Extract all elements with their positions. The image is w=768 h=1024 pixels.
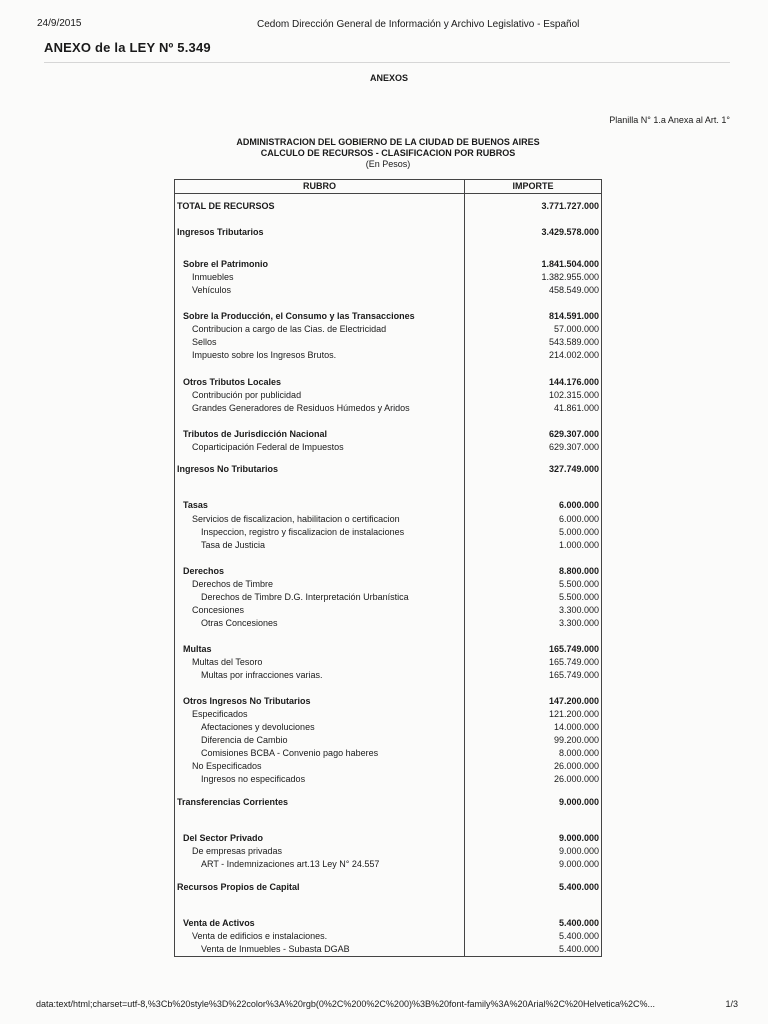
table-row [175, 323, 600, 336]
table-row [175, 463, 600, 476]
row-label: Otros Ingresos No Tributarios [183, 696, 311, 706]
row-amount: 14.000.000 [553, 722, 599, 732]
table-row [175, 734, 600, 747]
row-label: Transferencias Corrientes [177, 797, 289, 807]
table-row [175, 643, 600, 656]
row-label: Ingresos no especificados [201, 774, 306, 784]
row-label: Vehículos [192, 285, 232, 295]
row-amount: 165.749.000 [548, 644, 599, 654]
row-amount: 5.500.000 [558, 579, 599, 589]
row-label: Sobre la Producción, el Consumo y las Transacciones [183, 311, 415, 321]
row-amount: 3.771.727.000 [541, 201, 599, 211]
row-amount: 214.002.000 [548, 350, 599, 360]
table-row [175, 578, 600, 591]
table-title-block [174, 137, 602, 170]
row-label: Derechos [183, 566, 225, 576]
table-row [175, 271, 600, 284]
row-amount: 814.591.000 [548, 311, 599, 321]
title-line-3: (En Pesos) [365, 159, 411, 169]
row-amount: 165.749.000 [548, 657, 599, 667]
row-label: Derechos de Timbre D.G. Interpretación Urbanística [201, 592, 409, 602]
table-row [175, 858, 600, 871]
table-row [175, 389, 600, 402]
row-label: Impuesto sobre los Ingresos Brutos. [192, 350, 337, 360]
table-row [175, 832, 600, 845]
planilla-reference: Planilla N° 1.a Anexa al Art. 1° [609, 115, 730, 125]
table-row [175, 760, 600, 773]
row-label: Derechos de Timbre [192, 579, 274, 589]
row-amount: 26.000.000 [553, 761, 599, 771]
table-row [175, 695, 600, 708]
table-row [175, 930, 600, 943]
row-label: Inspeccion, registro y fiscalizacion de instalaciones [201, 527, 405, 537]
row-label: Ingresos Tributarios [177, 227, 264, 237]
row-amount: 1.000.000 [558, 540, 599, 550]
row-amount: 8.000.000 [558, 748, 599, 758]
row-label: Otras Concesiones [201, 618, 278, 628]
footer-url: data:text/html;charset=utf-8,%3Cb%20style%3D%22color%3A%20rgb(0%2C%200%2C%200)%3B%20font-family%3A%20Arial%2C%20Helvetica%2C%... [36, 999, 656, 1009]
table-row [175, 200, 600, 213]
table-row [175, 499, 600, 512]
row-label: Venta de edificios e instalaciones. [192, 931, 328, 941]
table-row [175, 721, 600, 734]
column-header-rubro: RUBRO [303, 181, 336, 191]
print-date: 24/9/2015 [37, 18, 82, 29]
table-row [175, 845, 600, 858]
row-amount: 3.300.000 [558, 605, 599, 615]
row-label: Servicios de fiscalizacion, habilitacion o certificacion [192, 514, 400, 524]
document-title: ANEXO de la LEY Nº 5.349 [44, 40, 211, 55]
row-amount: 144.176.000 [548, 377, 599, 387]
table-row [175, 656, 600, 669]
row-amount: 1.841.504.000 [541, 259, 599, 269]
table-row [175, 617, 600, 630]
row-label: Contribucion a cargo de las Cias. de Electricidad [192, 324, 387, 334]
row-amount: 9.000.000 [558, 846, 599, 856]
row-label: Ingresos No Tributarios [177, 464, 279, 474]
table-row [175, 513, 600, 526]
row-amount: 9.000.000 [558, 859, 599, 869]
table-row [175, 349, 600, 362]
table-row [175, 258, 600, 271]
row-amount: 5.400.000 [558, 931, 599, 941]
row-amount: 5.400.000 [558, 944, 599, 954]
table-row [175, 747, 600, 760]
row-label: Del Sector Privado [183, 833, 264, 843]
row-amount: 102.315.000 [548, 390, 599, 400]
header-row-divider [175, 193, 601, 194]
row-amount: 327.749.000 [548, 464, 599, 474]
row-amount: 543.589.000 [548, 337, 599, 347]
row-label: Multas del Tesoro [192, 657, 263, 667]
site-header: Cedom Dirección General de Información y Archivo Legislativo - Español [257, 19, 580, 30]
row-label: De empresas privadas [192, 846, 283, 856]
table-row [175, 565, 600, 578]
row-amount: 26.000.000 [553, 774, 599, 784]
row-amount: 41.861.000 [553, 403, 599, 413]
row-label: Multas por infracciones varias. [201, 670, 323, 680]
row-amount: 8.800.000 [558, 566, 599, 576]
table-row [175, 881, 600, 894]
row-label: Comisiones BCBA - Convenio pago haberes [201, 748, 379, 758]
row-amount: 6.000.000 [558, 500, 599, 510]
row-label: Especificados [192, 709, 248, 719]
header-divider [44, 62, 730, 63]
row-amount: 629.307.000 [548, 442, 599, 452]
row-label: Grandes Generadores de Residuos Húmedos y Aridos [192, 403, 410, 413]
column-header-importe: IMPORTE [512, 181, 554, 191]
row-label: No Especificados [192, 761, 262, 771]
row-label: Recursos Propios de Capital [177, 882, 300, 892]
row-amount: 3.300.000 [558, 618, 599, 628]
table-row [175, 669, 600, 682]
page-number: 1/3 [725, 999, 738, 1009]
section-anexos: ANEXOS [370, 73, 409, 83]
row-amount: 5.500.000 [558, 592, 599, 602]
table-row [175, 402, 600, 415]
row-amount: 5.400.000 [558, 918, 599, 928]
row-label: Afectaciones y devoluciones [201, 722, 315, 732]
row-amount: 458.549.000 [548, 285, 599, 295]
table-row [175, 917, 600, 930]
table-row [175, 336, 600, 349]
row-amount: 1.382.955.000 [541, 272, 599, 282]
row-label: Tasas [183, 500, 208, 510]
row-amount: 147.200.000 [548, 696, 599, 706]
row-amount: 165.749.000 [548, 670, 599, 680]
table-row [175, 284, 600, 297]
row-label: Sobre el Patrimonio [183, 259, 269, 269]
table-row [175, 539, 600, 552]
row-label: Diferencia de Cambio [201, 735, 288, 745]
row-amount: 6.000.000 [558, 514, 599, 524]
row-label: Otros Tributos Locales [183, 377, 282, 387]
title-line-2: CALCULO DE RECURSOS - CLASIFICACION POR RUBROS [260, 148, 516, 158]
row-label: Sellos [192, 337, 217, 347]
row-label: Inmuebles [192, 272, 234, 282]
table-row [175, 796, 600, 809]
table-row [175, 376, 600, 389]
table-row [175, 708, 600, 721]
row-amount: 3.429.578.000 [541, 227, 599, 237]
row-amount: 57.000.000 [553, 324, 599, 334]
row-amount: 5.000.000 [558, 527, 599, 537]
row-label: Venta de Activos [183, 918, 255, 928]
row-amount: 629.307.000 [548, 429, 599, 439]
row-amount: 9.000.000 [558, 797, 599, 807]
row-label: Venta de Inmuebles - Subasta DGAB [201, 944, 350, 954]
row-label: Tributos de Jurisdicción Nacional [183, 429, 328, 439]
row-amount: 99.200.000 [553, 735, 599, 745]
row-label: Multas [183, 644, 212, 654]
row-label: TOTAL DE RECURSOS [177, 201, 275, 211]
row-label: Concesiones [192, 605, 245, 615]
row-amount: 5.400.000 [558, 882, 599, 892]
table-row [175, 604, 600, 617]
table-row [175, 310, 600, 323]
row-label: Tasa de Justicia [201, 540, 266, 550]
row-label: Coparticipación Federal de Impuestos [192, 442, 344, 452]
table-row [175, 226, 600, 239]
title-line-1: ADMINISTRACION DEL GOBIERNO DE LA CIUDAD DE BUENOS AIRES [236, 137, 540, 147]
row-amount: 9.000.000 [558, 833, 599, 843]
table-row [175, 773, 600, 786]
table-row [175, 526, 600, 539]
row-label: ART - Indemnizaciones art.13 Ley N° 24.557 [201, 859, 380, 869]
table-row [175, 441, 600, 454]
row-amount: 121.200.000 [548, 709, 599, 719]
row-label: Contribución por publicidad [192, 390, 302, 400]
table-row [175, 591, 600, 604]
table-row [175, 943, 600, 956]
table-row [175, 428, 600, 441]
